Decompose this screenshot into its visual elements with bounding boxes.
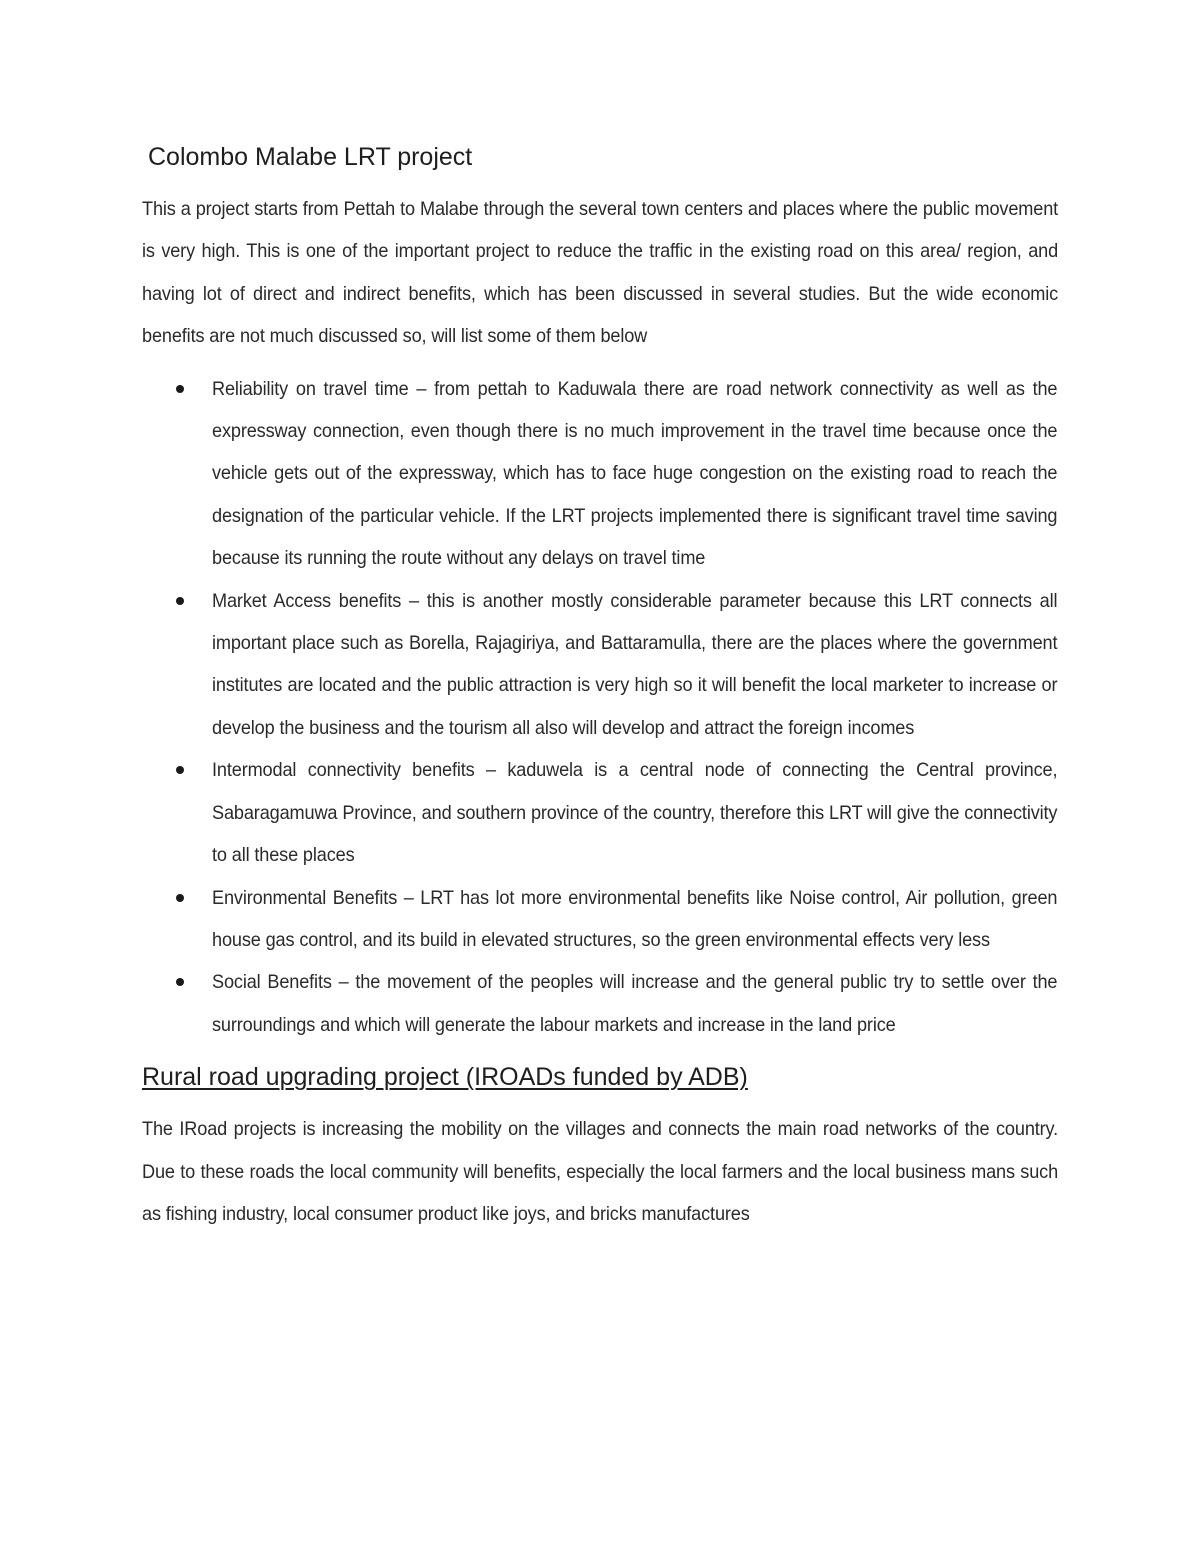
list-item-text: Social Benefits – the movement of the peoples will increase and the general public try to settle over the surroundings and which will generate the labour markets and increase in the land price bbox=[212, 971, 1058, 1036]
bullet-icon bbox=[176, 766, 184, 774]
list-item-text: Reliability on travel time – from pettah to Kaduwala there are road network connectivity as well as the expressway connection, even though there is no much improvement in the travel time because once the vehicle gets out of the expressway, which has to face huge congestion on the existing road to reach the designation of the particular vehicle. If the LRT projects implemented there is significant travel time saving because its running the route without any delays on travel time bbox=[212, 377, 1058, 570]
list-item bbox=[142, 580, 1058, 750]
list-item-text: Environmental Benefits – LRT has lot more environmental benefits like Noise control, Air pollution, green house gas control, and its build in elevated structures, so the green environmental effects very less bbox=[212, 886, 1058, 951]
list-item-text: Intermodal connectivity benefits – kaduwela is a central node of connecting the Central province, Sabaragamuwa Province, and southern province of the country, therefore this LRT will give the connectivity to all these places bbox=[212, 759, 1058, 867]
bullet-icon bbox=[176, 597, 184, 605]
section-heading-lrt: Colombo Malabe LRT project bbox=[148, 143, 473, 171]
bullet-icon bbox=[176, 978, 184, 986]
list-item bbox=[142, 961, 1058, 1046]
section-heading-iroads: Rural road upgrading project (IROADs funded by ADB) bbox=[142, 1063, 748, 1092]
list-item bbox=[142, 877, 1058, 962]
lrt-intro-paragraph: This a project starts from Pettah to Malabe through the several town centers and places where the public movement is very high. This is one of the important project to reduce the traffic in the existing road on this area/ region, and having lot of direct and indirect benefits, which has been discussed in several studies. But the wide economic benefits are not much discussed so, will list some of them below bbox=[142, 198, 1059, 348]
list-item-text: Market Access benefits – this is another mostly considerable parameter because this LRT connects all important place such as Borella, Rajagiriya, and Battaramulla, there are the places where the government institutes are located and the public attraction is very high so it will benefit the local marketer to increase or develop the business and the tourism all also will develop and attract the foreign incomes bbox=[212, 589, 1058, 739]
bullet-icon bbox=[176, 894, 184, 902]
bullet-icon bbox=[176, 385, 184, 393]
document-content bbox=[142, 140, 1058, 1235]
iroads-paragraph: The IRoad projects is increasing the mobility on the villages and connects the main road networks of the country. Due to these roads the local community will benefits, especially the local farmers and the local business mans such as fishing industry, local consumer product like joys, and bricks manufactures bbox=[142, 1118, 1059, 1225]
list-item bbox=[142, 368, 1058, 580]
lrt-benefits-list bbox=[142, 368, 1058, 1047]
list-item bbox=[142, 749, 1058, 876]
